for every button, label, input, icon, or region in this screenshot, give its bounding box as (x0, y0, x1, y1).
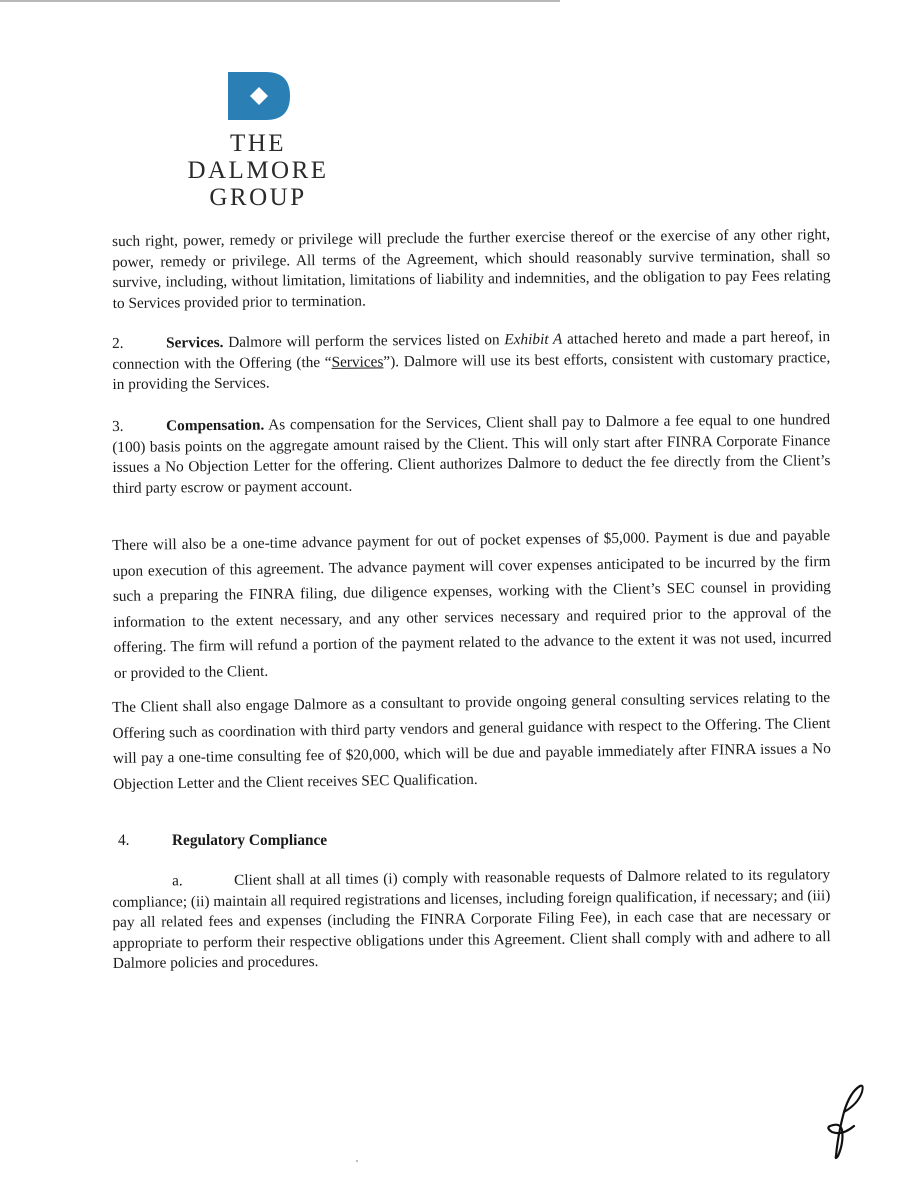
section-4a-paragraph (112, 865, 831, 974)
section-3-text: As compensation for the Services, Client shall pay to Dalmore a fee equal to one hundred (100) basis points on the aggregate amount raised by the Client. This will only start after FINRA Corporate Finance issues a No Objection Letter for the offering. Client authorizes Dalmore to deduct the fee directly from the Client’s third party escrow or payment account. (112, 410, 831, 496)
advance-payment-paragraph: There will also be a one-time advance payment for out of pocket expenses of $5,000. Payment is due and payable upon execution of this agreement. The advance payment will cover expenses anticipated to be incurred by the firm such a preparing the FINRA filing, due diligence expenses, working with the Client’s SEC counsel in providing information to the extent necessary, and any other services necessary and required prior to the approval of the offering. The firm will refund a portion of the payment related to the advance to the extent it was not used, incurred or provided to the Client. (112, 526, 832, 681)
logo-line-the: THE (229, 130, 287, 157)
section-4-number: 4. (118, 831, 130, 849)
section-4a-text: Client shall at all times (i) comply with reasonable requests of Dalmore related to its regulatory compliance; (ii) maintain all required registrations and licenses, including foreign qualification, if necessary; and (iii) pay all related fees and expenses (including the FINRA Corporate Filing Fee), in each case that are necessary or appropriate to perform their respective obligations under this Agreement. Client shall comply with and adhere to all Dalmore policies and procedures. (112, 866, 831, 972)
consulting-fee-paragraph: The Client shall also engage Dalmore as a consultant to provide ongoing general consulting services relating to the Offering such as coordination with third party vendors and general guidance with respect to the Offering. The Client will pay a one-time consulting fee of $20,000, which will be due and payable immediately after FINRA issues a No Objection Letter and the Client receives SEC Qualification. (112, 688, 831, 792)
section-2-paragraph (112, 327, 831, 395)
logo-line-group: GROUP (209, 184, 307, 211)
section-3-heading: Compensation. (166, 416, 265, 434)
section-4a-label: a. (172, 872, 183, 890)
section-4-heading-line (112, 831, 830, 852)
exhibit-reference: Exhibit A (504, 330, 563, 349)
section-2-number: 2. (112, 334, 124, 352)
document-body (112, 226, 832, 975)
section-2-text-c: ”). Dalmore will use its best efforts, consistent with customary practice, in providing the Services. (112, 348, 831, 393)
logo-line-dalmore: DALMORE (187, 157, 329, 184)
section-2-heading: Services. (166, 333, 224, 352)
scan-speck (356, 1160, 358, 1162)
handwritten-initials (820, 1082, 880, 1162)
section-2-text-b: attached hereto and made a part hereof, in connection with the Offering (the “ (112, 328, 831, 373)
section-3-number: 3. (112, 417, 124, 435)
services-defined-term: Services (331, 352, 384, 371)
section-3-paragraph (112, 410, 831, 499)
section-2-text-a: Dalmore will perform the services listed on (223, 331, 505, 351)
dalmore-d-diamond-icon (228, 72, 290, 120)
scan-edge-line (0, 0, 560, 2)
section-4-heading: Regulatory Compliance (172, 831, 328, 849)
intro-paragraph: such right, power, remedy or privilege will preclude the further exercise thereof or the exercise of any other right, power, remedy or privilege. All terms of the Agreement, which should reasonably survive termination, shall so survive, including, without limitation, limitations of liability and indemnities, and the obligation to pay Fees relating to Services provided prior to termination. (112, 226, 831, 312)
logo-wordmark (168, 130, 348, 211)
